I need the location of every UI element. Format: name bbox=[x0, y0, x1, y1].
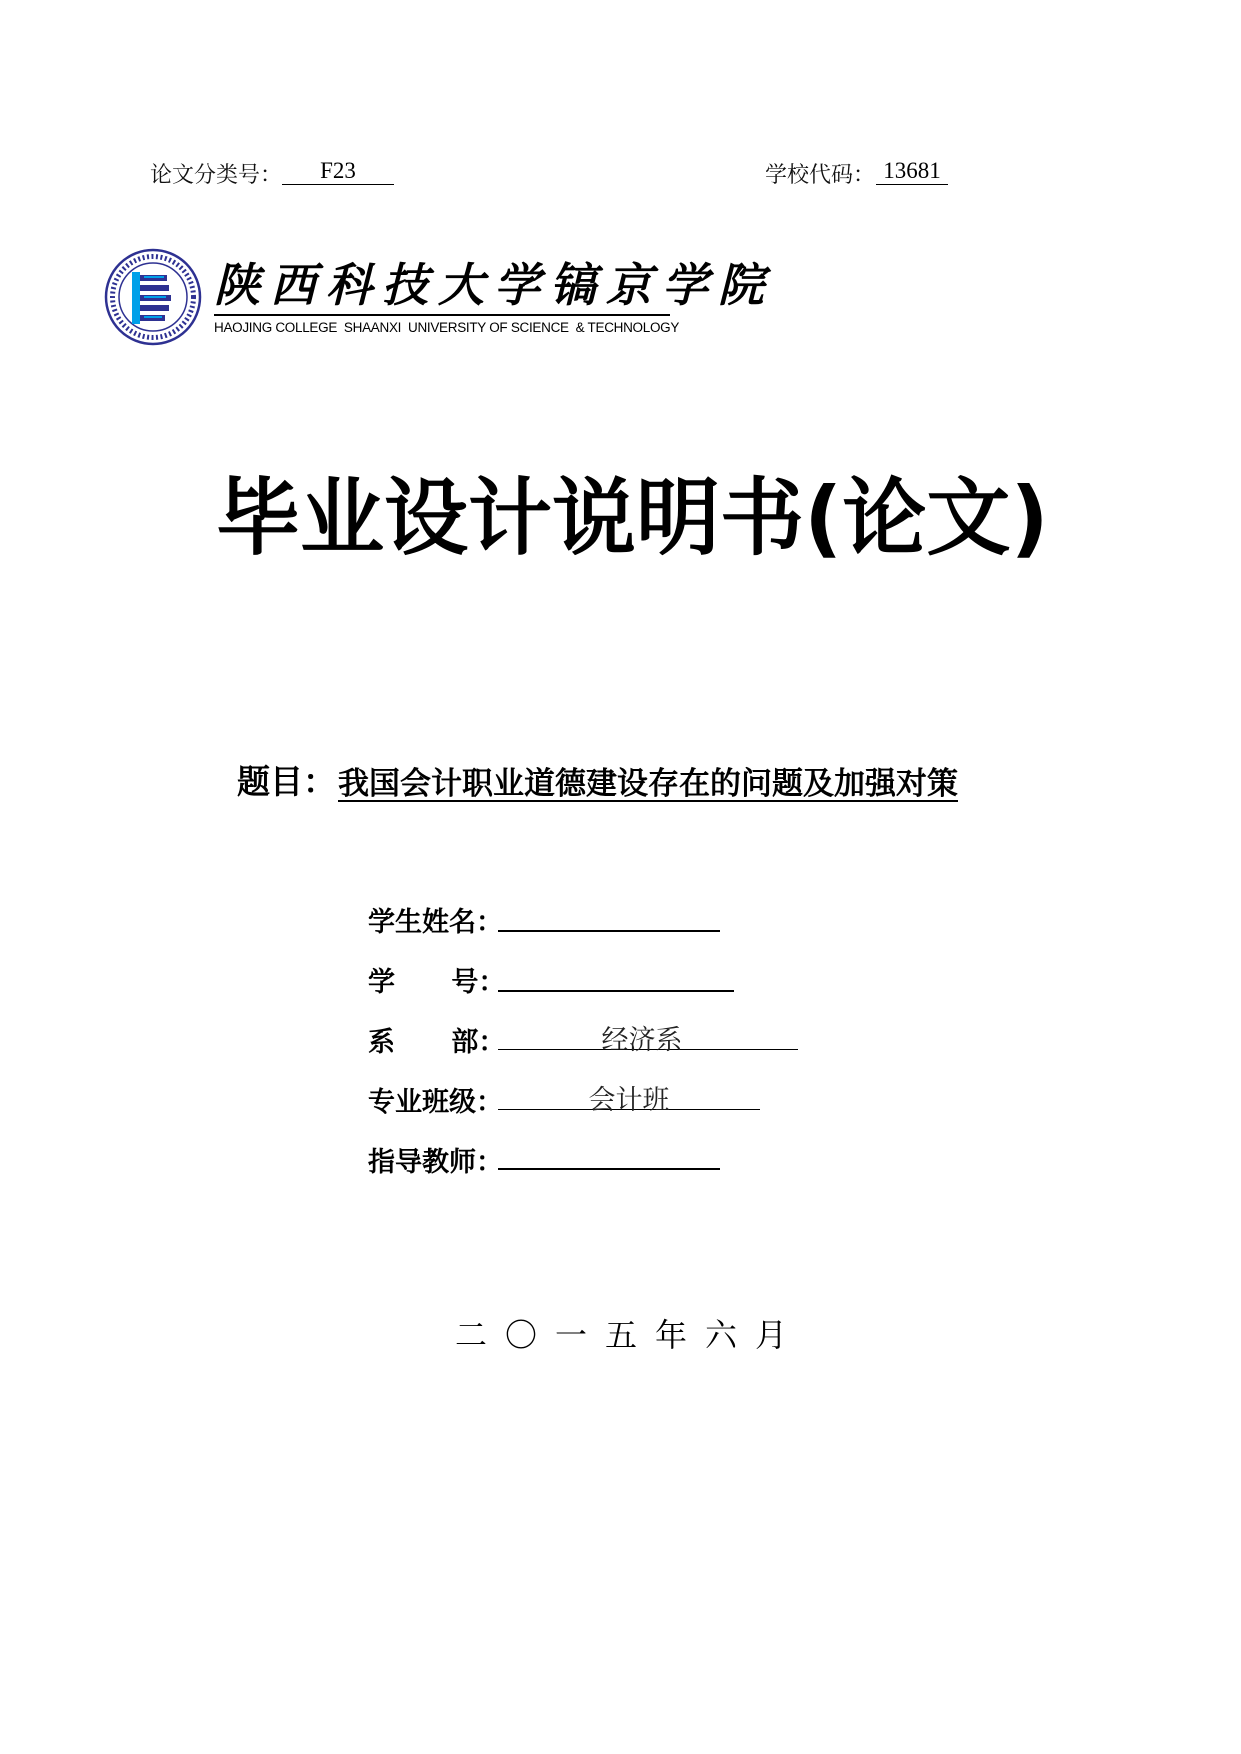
page-title: 毕业设计说明书(论文) bbox=[216, 469, 1049, 567]
college-emblem-icon bbox=[104, 248, 202, 346]
school-code-value: 13681 bbox=[876, 158, 948, 185]
subject-text: 我国会计职业道德建设存在的问题及加强对策 bbox=[338, 766, 958, 802]
class-label: 专业班级： bbox=[368, 1087, 503, 1118]
advisor-label: 指导教师： bbox=[368, 1147, 503, 1178]
school-code-label: 学校代码： bbox=[765, 163, 876, 188]
advisor-field bbox=[498, 1134, 720, 1170]
subject-label: 题目： bbox=[237, 762, 336, 801]
department-label: 系 部： bbox=[368, 1027, 506, 1058]
logo-divider bbox=[214, 314, 670, 316]
student-name-field bbox=[498, 896, 720, 932]
college-name-cn: 陕西科技大学镐京学院 bbox=[214, 258, 774, 312]
student-id-label: 学 号： bbox=[368, 967, 506, 998]
student-name-label: 学生姓名： bbox=[368, 907, 503, 938]
submission-date: 二〇一五年六月 bbox=[455, 1316, 806, 1354]
classification-value: F23 bbox=[282, 158, 394, 185]
department-value: 经济系 bbox=[601, 1025, 683, 1056]
student-id-field bbox=[498, 956, 734, 992]
class-value: 会计班 bbox=[588, 1085, 670, 1116]
college-name-en: HAOJING COLLEGE SHAANXI UNIVERSITY OF SCIENCE & TECHNOLOGY bbox=[214, 320, 680, 335]
classification-label: 论文分类号： bbox=[150, 163, 283, 188]
